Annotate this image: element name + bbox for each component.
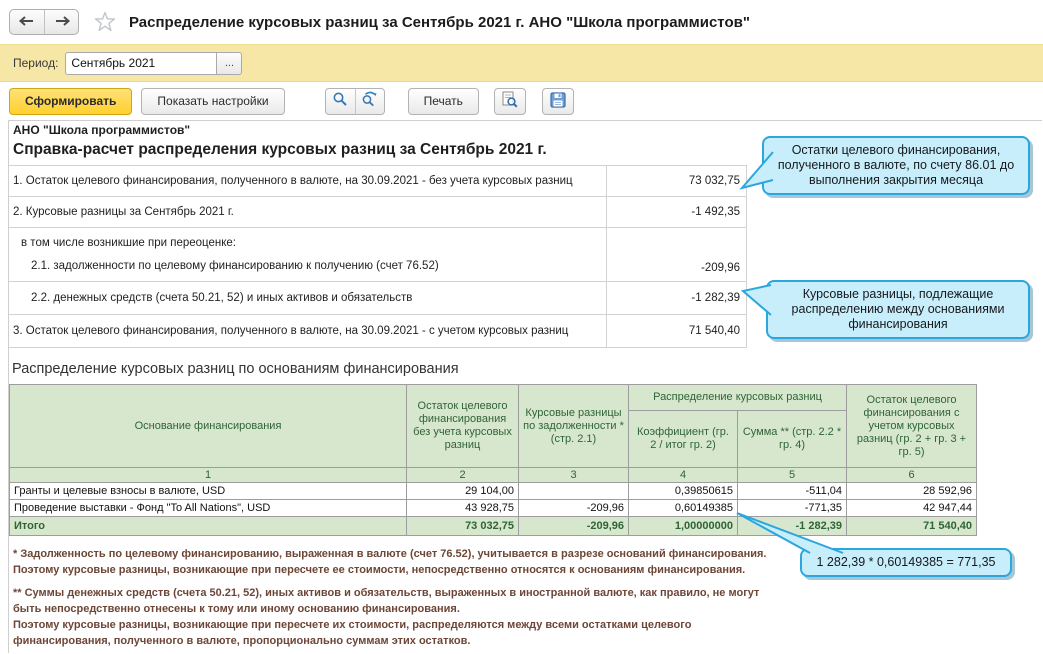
footnote-line: Поэтому курсовые разницы, возникающие при пересчете ее стоимости, непосредственно относятся к основаниям финансирования.: [13, 564, 746, 576]
summary-value: 73 032,75: [607, 166, 747, 197]
cell-value: [519, 483, 629, 500]
search-button-group: [325, 88, 385, 115]
footnote-line: * Задолженность по целевому финансированию, выраженная в валюте (счет 76.52), учитывается в разрезе оснований финансирования.: [13, 548, 767, 560]
col-header-balance-after: Остаток целевого финансирования с учетом курсовых разниц (гр. 2 + гр. 3 + гр. 5): [847, 385, 977, 468]
col-header-sum: Сумма ** (стр. 2.2 * гр. 4): [738, 411, 847, 468]
report-title: Справка-расчет распределения курсовых разниц за Сентябрь 2021 г.: [13, 141, 547, 158]
period-label: Период:: [13, 56, 59, 70]
total-value: 1,00000000: [629, 517, 738, 536]
period-band: [0, 44, 1043, 82]
magnifier-refresh-icon: [361, 91, 378, 112]
cell-value: 29 104,00: [407, 483, 519, 500]
footnote-2: [9, 585, 1042, 649]
col-number: 5: [738, 468, 847, 483]
cell-value: 0,39850615: [629, 483, 738, 500]
col-number: 4: [629, 468, 738, 483]
col-header-debt-diff: Курсовые разницы по задолженности * (стр. 2.1): [519, 385, 629, 468]
arrow-left-icon: [19, 13, 35, 31]
summary-label: [9, 282, 607, 315]
summary-value: -209,96: [607, 228, 747, 282]
callout-diff-to-distribute: Курсовые разницы, подлежащие распределению между основаниями финансирования: [766, 280, 1030, 339]
cell-value: -511,04: [738, 483, 847, 500]
footnote-line: финансирования, полученного в валюте, пропорционально суммам этих остатков.: [13, 635, 471, 647]
total-value: -1 282,39: [738, 517, 847, 536]
cell-value: -209,96: [519, 500, 629, 517]
table-row: [9, 166, 747, 197]
callout-calculation: 1 282,39 * 0,60149385 = 771,35: [800, 548, 1012, 577]
summary-label: 3. Остаток целевого финансирования, полученного в валюте, на 30.09.2021 - с учетом курсовых разниц: [9, 315, 607, 348]
print-preview-icon: [501, 91, 518, 111]
table-row: [10, 483, 977, 500]
column-number-row: [10, 468, 977, 483]
period-input[interactable]: [65, 52, 217, 75]
search-button[interactable]: [326, 89, 355, 114]
print-preview-button[interactable]: [494, 88, 526, 115]
summary-label: 1. Остаток целевого финансирования, полученного в валюте, на 30.09.2021 - без учета курсовых разниц: [9, 166, 607, 197]
magnifier-icon: [332, 91, 348, 112]
col-header-coefficient: Коэффициент (гр. 2 / итог гр. 2): [629, 411, 738, 468]
total-label: Итого: [10, 517, 407, 536]
table-header-row: [10, 385, 977, 411]
callout-tail-up: [730, 505, 850, 557]
period-picker-button[interactable]: ...: [217, 52, 242, 75]
callout-tail-left: [736, 143, 778, 198]
callout-tail-left: [738, 279, 774, 324]
total-value: -209,96: [519, 517, 629, 536]
cell-basis: Проведение выставки - Фонд "To All Nations", USD: [10, 500, 407, 517]
table-row: [9, 282, 747, 315]
print-button[interactable]: Печать: [408, 88, 479, 115]
cell-value: 0,60149385: [629, 500, 738, 517]
search-next-button[interactable]: [355, 89, 384, 114]
summary-label: 2. Курсовые разницы за Сентябрь 2021 г.: [9, 197, 607, 228]
summary-sublabel: в том числе возникшие при переоценке:: [21, 237, 236, 249]
col-header-balance-before: Остаток целевого финансирования без учета курсовых разниц: [407, 385, 519, 468]
col-header-basis: Основание финансирования: [10, 385, 407, 468]
summary-value: -1 492,35: [607, 197, 747, 228]
cell-value: 42 947,44: [847, 500, 977, 517]
table-row: [9, 228, 747, 282]
cell-value: 28 592,96: [847, 483, 977, 500]
footnote-line: быть непосредственно отнесены к тому или иному основанию финансирования.: [13, 603, 460, 615]
total-value: 71 540,40: [847, 517, 977, 536]
col-header-group: Распределение курсовых разниц: [629, 385, 847, 411]
save-button[interactable]: [542, 88, 574, 115]
nav-button-group: [9, 9, 79, 35]
generate-button[interactable]: Сформировать: [9, 88, 132, 115]
favorite-star-icon[interactable]: [94, 11, 116, 33]
cell-value: 43 928,75: [407, 500, 519, 517]
summary-value: -1 282,39: [607, 282, 747, 315]
footnote-line: ** Суммы денежных средств (счета 50.21, 52), иных активов и обязательств, выраженных в иностранной валюте, как правило, не могут: [13, 587, 760, 599]
total-value: 73 032,75: [407, 517, 519, 536]
toolbar: [0, 82, 1043, 120]
window-header: [0, 0, 1043, 44]
arrow-right-icon: [54, 13, 70, 31]
table-row: [9, 197, 747, 228]
callout-balance-before: Остатки целевого финансирования, полученного в валюте, по счету 86.01 до выполнения закрытия месяца: [762, 136, 1030, 195]
organization-name: АНО "Школа программистов": [13, 123, 191, 137]
distribution-section-title: Распределение курсовых разниц по основаниям финансирования: [12, 361, 459, 377]
summary-label: [9, 228, 607, 282]
summary-label-2-1: 2.1. задолженности по целевому финансированию к получению (счет 76.52): [31, 260, 439, 272]
floppy-disk-icon: [550, 92, 566, 111]
col-number: 3: [519, 468, 629, 483]
summary-label-2-2: 2.2. денежных средств (счета 50.21, 52) и иных активов и обязательств: [31, 292, 413, 304]
table-row: [9, 315, 747, 348]
summary-table: [9, 165, 747, 348]
page-title: Распределение курсовых разниц за Сентябрь 2021 г. АНО "Школа программистов": [129, 13, 750, 31]
col-number: 2: [407, 468, 519, 483]
summary-value: 71 540,40: [607, 315, 747, 348]
show-settings-button[interactable]: Показать настройки: [141, 88, 284, 115]
col-number: 1: [10, 468, 407, 483]
footnote-line: Поэтому курсовые разницы, возникающие при пересчете их стоимости, распределяются между всеми остатками целевого: [13, 619, 692, 631]
cell-basis: Гранты и целевые взносы в валюте, USD: [10, 483, 407, 500]
col-number: 6: [847, 468, 977, 483]
cell-value: -771,35: [738, 500, 847, 517]
back-button[interactable]: [10, 10, 44, 34]
forward-button[interactable]: [44, 10, 78, 34]
